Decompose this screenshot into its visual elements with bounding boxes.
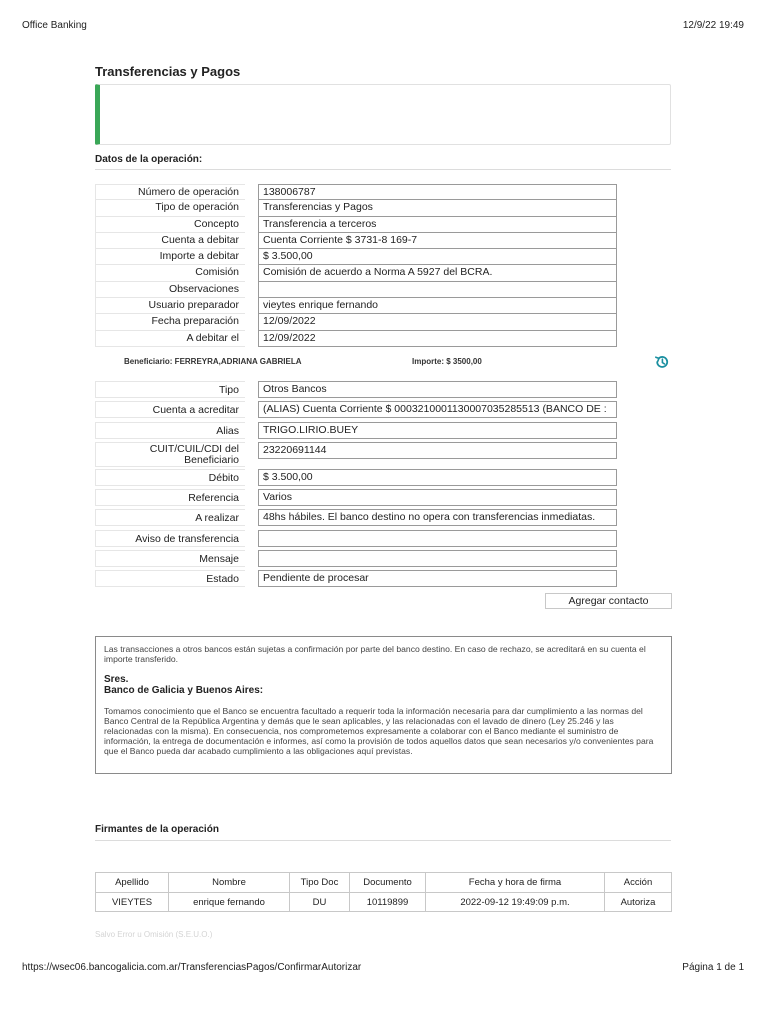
field-label: Referencia bbox=[95, 489, 245, 506]
field-fecha-preparacion bbox=[95, 314, 619, 330]
field-value: Varios bbox=[258, 489, 617, 506]
field-value: Transferencias y Pagos bbox=[258, 200, 617, 216]
notice-greeting bbox=[104, 674, 663, 696]
column-header: Apellido bbox=[96, 873, 169, 893]
app-title: Office Banking bbox=[22, 20, 87, 31]
column-header: Documento bbox=[350, 873, 426, 893]
field-concepto bbox=[95, 217, 619, 233]
history-icon[interactable] bbox=[654, 354, 670, 370]
field-referencia bbox=[95, 489, 619, 509]
field-label: Tipo bbox=[95, 381, 245, 398]
field-a-debitar-el bbox=[95, 331, 619, 347]
field-value: 138006787 bbox=[258, 184, 617, 200]
print-footer bbox=[22, 962, 744, 973]
field-debito bbox=[95, 469, 619, 489]
field-estado bbox=[95, 570, 619, 590]
agregar-contacto-button[interactable]: Agregar contacto bbox=[545, 593, 672, 609]
table-header-row bbox=[96, 873, 672, 893]
field-value: TRIGO.LIRIO.BUEY bbox=[258, 422, 617, 439]
field-value: Cuenta Corriente $ 3731-8 169-7 bbox=[258, 233, 617, 249]
field-value bbox=[258, 282, 617, 298]
notice-paragraph-1: Las transacciones a otros bancos están sujetas a confirmación por parte del banco destino. En caso de rechazo, se acreditará en su cuenta el importe transferido. bbox=[104, 644, 646, 664]
field-label: Alias bbox=[95, 422, 245, 439]
notice-bank-name: Banco de Galicia y Buenos Aires: bbox=[104, 685, 264, 696]
field-value: 12/09/2022 bbox=[258, 331, 617, 347]
field-label: Cuenta a acreditar bbox=[95, 401, 245, 418]
faded-disclaimer: Salvo Error u Omisión (S.E.U.O.) bbox=[95, 930, 213, 939]
signers-section-title: Firmantes de la operación bbox=[95, 824, 219, 835]
field-value: Otros Bancos bbox=[258, 381, 617, 398]
field-cuenta-acreditar bbox=[95, 401, 619, 421]
column-header: Acción bbox=[605, 873, 672, 893]
success-alert-box bbox=[95, 84, 671, 145]
operation-section-title: Datos de la operación: bbox=[95, 154, 203, 165]
field-tipo bbox=[95, 381, 619, 401]
field-label: Comisión bbox=[95, 265, 245, 281]
field-label: Usuario preparador bbox=[95, 298, 245, 314]
field-value: $ 3.500,00 bbox=[258, 249, 617, 265]
field-label: A realizar bbox=[95, 509, 245, 526]
legal-notice-box bbox=[95, 636, 672, 774]
field-observaciones bbox=[95, 282, 619, 298]
field-aviso-transferencia bbox=[95, 530, 619, 550]
page-url: https://wsec06.bancogalicia.com.ar/TransferenciasPagos/ConfirmarAutorizar bbox=[22, 962, 362, 973]
field-value[interactable] bbox=[258, 530, 617, 547]
operation-details bbox=[95, 184, 619, 347]
print-header bbox=[22, 20, 744, 31]
field-numero-operacion bbox=[95, 184, 619, 200]
field-label: Concepto bbox=[95, 217, 245, 233]
table-cell: VIEYTES bbox=[96, 893, 169, 912]
field-cuit-beneficiario bbox=[95, 442, 619, 469]
field-label: Tipo de operación bbox=[95, 200, 245, 216]
field-value: $ 3.500,00 bbox=[258, 469, 617, 486]
beneficiary-name: Beneficiario: FERREYRA,ADRIANA GABRIELA bbox=[124, 357, 302, 366]
page-number: Página 1 de 1 bbox=[682, 962, 744, 973]
table-cell: enrique fernando bbox=[169, 893, 290, 912]
print-datetime: 12/9/22 19:49 bbox=[682, 20, 744, 31]
notice-greeting-sres: Sres. bbox=[104, 674, 129, 685]
field-importe-debitar bbox=[95, 249, 619, 265]
field-usuario-preparador bbox=[95, 298, 619, 314]
field-label: Aviso de transferencia bbox=[95, 530, 245, 547]
field-label: Cuenta a debitar bbox=[95, 233, 245, 249]
transfer-details bbox=[95, 381, 619, 591]
column-header: Tipo Doc bbox=[290, 873, 350, 893]
table-cell: Autoriza bbox=[605, 893, 672, 912]
field-label: Número de operación bbox=[95, 184, 245, 200]
signers-table bbox=[95, 872, 672, 912]
field-label-line1: CUIT/CUIL/CDI del bbox=[149, 442, 239, 455]
field-label: Estado bbox=[95, 570, 245, 587]
column-header: Nombre bbox=[169, 873, 290, 893]
field-label: Débito bbox=[95, 469, 245, 486]
table-row bbox=[96, 893, 672, 912]
table-cell: 10119899 bbox=[350, 893, 426, 912]
section-divider bbox=[95, 840, 671, 841]
field-cuenta-debitar bbox=[95, 233, 619, 249]
field-value: (ALIAS) Cuenta Corriente $ 0003210001130007035285513 (BANCO DE : bbox=[258, 401, 617, 418]
field-value: Pendiente de procesar bbox=[258, 570, 617, 587]
beneficiary-amount: Importe: $ 3500,00 bbox=[412, 357, 482, 366]
field-value: Transferencia a terceros bbox=[258, 217, 617, 233]
field-label bbox=[95, 442, 245, 467]
page-title: Transferencias y Pagos bbox=[95, 64, 241, 79]
field-value: 48hs hábiles. El banco destino no opera con transferencias inmediatas. bbox=[258, 509, 617, 526]
field-label-line2: Beneficiario bbox=[184, 453, 239, 466]
field-alias bbox=[95, 422, 619, 442]
section-divider bbox=[95, 169, 671, 170]
field-label: Observaciones bbox=[95, 282, 245, 298]
column-header: Fecha y hora de firma bbox=[426, 873, 605, 893]
field-label: Importe a debitar bbox=[95, 249, 245, 265]
field-value[interactable] bbox=[258, 550, 617, 567]
field-value: Comisión de acuerdo a Norma A 5927 del BCRA. bbox=[258, 265, 617, 281]
table-cell: DU bbox=[290, 893, 350, 912]
field-a-realizar bbox=[95, 509, 619, 529]
field-value: 12/09/2022 bbox=[258, 314, 617, 330]
field-value: 23220691144 bbox=[258, 442, 617, 459]
table-cell: 2022-09-12 19:49:09 p.m. bbox=[426, 893, 605, 912]
field-mensaje bbox=[95, 550, 619, 570]
field-value: vieytes enrique fernando bbox=[258, 298, 617, 314]
field-comision bbox=[95, 265, 619, 281]
field-tipo-operacion bbox=[95, 200, 619, 216]
notice-paragraph-2: Tomamos conocimiento que el Banco se encuentra facultado a requerir toda la información necesaria para dar cumplimiento a las normas del Banco Central de la República Argentina y demás que le sean aplicables, y las relacionadas con el lavado de dinero (Ley 25.246 y las relacionadas con la misma). En consecuencia, nos comprometemos expresamente a colaborar con el Banco mediante el suministro de información, la entrega de documentación e informes, así como la provisión de todos aquellos datos que sean necesarios y/o convenientes para que el Banco pueda dar acabado cumplimiento a las obligaciones aquí previstas. bbox=[104, 706, 654, 756]
field-label: Mensaje bbox=[95, 550, 245, 567]
field-label: Fecha preparación bbox=[95, 314, 245, 330]
field-label: A debitar el bbox=[95, 331, 245, 347]
